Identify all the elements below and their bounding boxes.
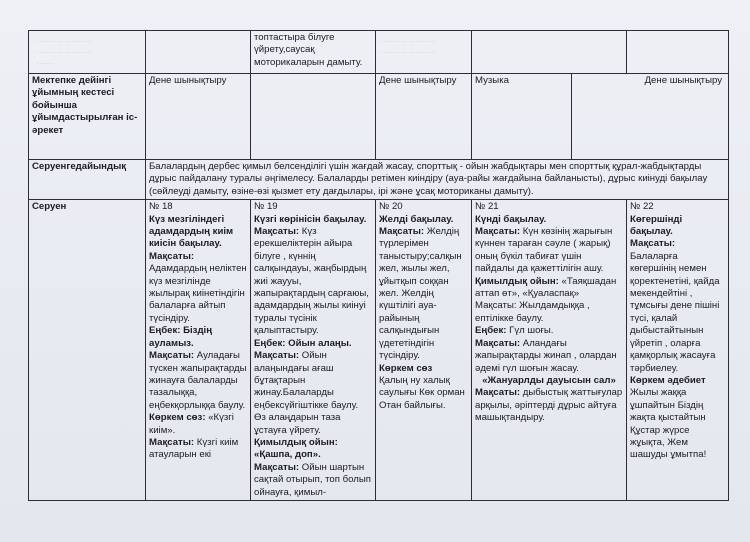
walk-cell-21 (472, 200, 627, 501)
card-text: Күзгі киім атауларын екі (149, 436, 239, 461)
table-row (29, 74, 729, 160)
cell-text: Музыка (472, 74, 572, 160)
card-label: Көркем сөз (379, 362, 433, 374)
card-label: Еңбек: (475, 325, 510, 337)
card-label: Мақсаты: (254, 226, 302, 238)
cell-text: Дене шынықтыру (376, 74, 472, 160)
walk-cell-22 (627, 200, 729, 501)
card-text: «Таяқшадан аттап өт», «Қуаласпақ» (475, 275, 617, 300)
card-label: Еңбек: (254, 337, 289, 349)
card-text: Ойын алаңындағы ағаш бұтақтарын жинау.Балаларды еңбексүйгіштікке баулу. Өз алаңдарын таза ұстауға үйрету. (254, 350, 359, 436)
card-text: Біздің ауламыз. (149, 325, 213, 349)
card-label: Көркем сөз: (149, 412, 209, 424)
cell-text: Балалардың дербес қимыл белсенділігі үшін жағдай жасау, спорттық - ойын жабдықтары мен спорттық құрал-жабдықтарды дұрыс пайдалану туралы әңгімелесу. Балаларды ретімен киіндіру (ауа-райы жағдайына байланысты), дұрыс киінуді бақылау (сөйлеуді дамыту, өзіне-өзі қызмет ету дағдылары, ірі және ұсақ моториканы дамыту). (146, 160, 729, 200)
card-number: № 20 (379, 201, 403, 213)
card-text: Желдің түрлерімен таныстыру;салқын жел, жылы жел, ұйытқып соққан жел. Желдің күштілігі ауа-райының салқындығын үдететіндігін түсіндіру. (379, 226, 462, 362)
card-title: Желді бақылау. (379, 213, 454, 225)
cell-text: Дене шынықтыру (146, 74, 251, 160)
walk-cell-19 (251, 200, 376, 501)
card-label: Мақсаты: (475, 226, 523, 238)
table-row (29, 160, 729, 200)
card-text: дыбыстық жаттығулар арқылы, әріптерді дұрыс айтуға машықтандыру. (475, 387, 623, 424)
cell-text: топтастыра білуге үйрету,саусақ моторикаларын дамыту. (254, 32, 363, 68)
table-row (29, 200, 729, 501)
card-text: Ойын шартын сақтай отырып, топ болып ойнауға, қимыл- (254, 461, 371, 498)
card-number: № 19 (254, 201, 278, 213)
card-label: Мақсаты: (254, 461, 302, 473)
card-label: Көркем әдебиет (630, 374, 706, 386)
walk-cell-20 (376, 200, 472, 501)
card-label: Мақсаты: (630, 238, 676, 250)
card-number: № 22 (630, 201, 654, 213)
card-title: Көгершінді бақылау. (630, 213, 683, 238)
card-text: «Күзгі киім». (149, 412, 234, 436)
card-label: Мақсаты: (254, 350, 302, 362)
card-text: Күз ерекшеліктерін айыра білуге , күннің салқындауы, жаңбырдың жиі жаууы, жапырақтардың сарғаюы, адамдардың жылы киінуі туралы түсінік қалыптастыру. (254, 226, 369, 337)
card-text: Жылы жаққа ұшпайтын Біздің жақта қыстайтын Құстар жүрсе жұықта, Жем шашуды ұмытпа! (630, 387, 707, 461)
card-number: № 21 (475, 201, 499, 213)
card-title: «Жануарлды дауысын сал» (482, 374, 616, 386)
card-text: Ауладағы түскен жапырақтарды жинауға балаларды тазалыққа, еңбекқорлыққа баулу. (149, 350, 247, 411)
card-text: Гүл шоғы. (509, 325, 554, 337)
card-label: Қимылдық ойын: (254, 436, 338, 448)
card-label: Еңбек: (149, 325, 184, 337)
card-title: Күнді бақылау. (475, 213, 547, 225)
schedule-table (28, 30, 729, 501)
card-text: Балаларға көгершінің немен қоректенетіні, қайда мекендейтіні , тұмсығы дене пішіні түсі, қалай дыбыстайтынын үйретіп , оларға қамқорлық жасауға тәрбиелеу. (630, 250, 720, 374)
card-label: Мақсаты: (475, 337, 523, 349)
walk-cell-18 (146, 200, 251, 501)
card-label: Мақсаты: (149, 436, 197, 448)
card-title: Күзгі көрінісін бақылау. (254, 213, 367, 225)
card-text: Аландағы жапырақтарды жинап , олардан әдемі гүл шоғын жасау. (475, 337, 617, 374)
table-row (29, 31, 729, 74)
bleed-through-text: ……… ……… ……… ……… …… (36, 34, 93, 66)
card-text: Адамдардың неліктен күз мезгілінде жылырақ киінетіндігін балаларға айтып түсіндіру. (149, 263, 247, 324)
card-text: Мақсаты: Жылдамдыққа , ептілікке баулу. (475, 300, 590, 324)
card-label: Мақсаты: (475, 387, 523, 399)
card-label: Мақсаты: (149, 250, 195, 262)
card-text: Ойын алаңы. (288, 337, 352, 349)
card-title: «Қашпа, доп». (254, 449, 321, 461)
cell-text: Дене шынықтыру (572, 74, 729, 160)
row-heading: Мектепке дейінгі ұйымның кестесі бойынша ұйымдастырылған іс-әрекет (29, 74, 146, 160)
bleed-through-text: ……… ……… ……… ……… (380, 34, 437, 55)
card-title: Күз мезгіліндегі адамдардың киім киісін бақылау. (149, 213, 234, 250)
card-number: № 18 (149, 201, 173, 213)
card-text: Күн көзінің жарығын күннен тараған сәуле ( жарық) оның бүкіл табиғат үшін пайдалы да қажеттілігін ашу. (475, 226, 613, 275)
row-heading: Серуен (29, 200, 146, 501)
card-label: Мақсаты: (379, 226, 427, 238)
row-heading: Серуенгедайындық (29, 160, 146, 200)
card-text: Қалың ну халық саулығы Көк орман Отан байлығы. (379, 374, 465, 411)
card-label: Мақсаты: (149, 350, 197, 362)
card-label: Қимылдық ойын: (475, 275, 562, 287)
